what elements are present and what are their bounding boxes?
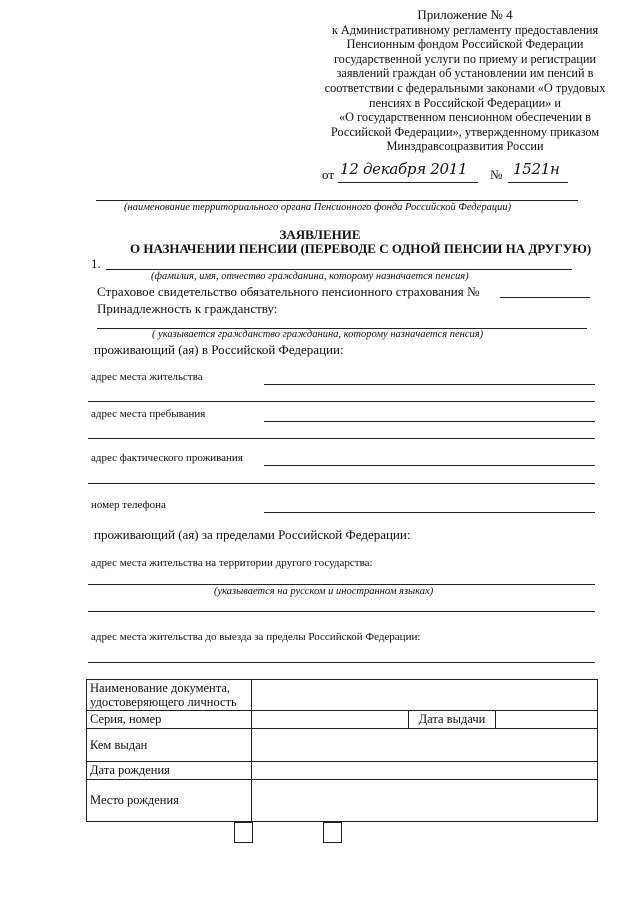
form-subtitle: О НАЗНАЧЕНИИ ПЕНСИИ (ПЕРЕВОДЕ С ОДНОЙ ПЕНСИИ НА ДРУГУЮ) — [130, 241, 592, 256]
form-title: ЗАЯВЛЕНИЕ — [279, 227, 361, 242]
actual-address-field-2[interactable] — [88, 483, 595, 484]
citizenship-caption: ( указывается гражданство гражданина, которому назначается пенсия) — [152, 329, 484, 340]
foreign-address-label: адрес места жительства на территории другого государства: — [91, 557, 373, 569]
birth-place-label-cell — [87, 780, 252, 822]
stay-label: адрес места пребывания — [91, 408, 206, 420]
header-line: Минздравсоцразвития России — [386, 139, 544, 154]
doc-name-label-2: удостоверяющего личность — [90, 695, 237, 709]
header-line: Пенсионным фондом Российской Федерации — [346, 37, 584, 52]
issue-date-value[interactable] — [496, 711, 598, 729]
actual-address-field[interactable] — [264, 465, 595, 466]
stay-field[interactable] — [264, 421, 595, 422]
living-abroad-heading: проживающий (ая) за пределами Российской Федерации: — [94, 527, 411, 542]
stay-field-2[interactable] — [88, 438, 595, 439]
identity-document-table — [86, 679, 598, 822]
residence-field-2[interactable] — [88, 401, 595, 402]
number-underline — [508, 182, 568, 183]
birth-date-label: Дата рождения — [90, 763, 170, 777]
fio-field[interactable] — [106, 269, 572, 270]
issued-by-value[interactable] — [252, 729, 598, 762]
date-prefix: от — [322, 167, 335, 182]
citizenship-label: Принадлежность к гражданству: — [97, 301, 278, 316]
issued-by-label-cell — [87, 729, 252, 762]
header-line: соответствии с федеральными законами «О трудовых — [324, 80, 606, 95]
issue-date-label-cell — [409, 711, 496, 729]
languages-caption: (указывается на русском и иностранном языках) — [214, 586, 434, 597]
foreign-address-field-2[interactable] — [88, 611, 595, 612]
snils-field[interactable] — [500, 297, 590, 298]
header-line: Российской Федерации», утвержденному приказом — [330, 124, 600, 139]
phone-label: номер телефона — [91, 499, 166, 511]
handwritten-number: 1521н — [513, 160, 560, 178]
birth-date-label-cell — [87, 762, 252, 780]
doc-name-label-cell — [87, 680, 252, 711]
birth-date-value[interactable] — [252, 762, 598, 780]
organ-caption: (наименование территориального органа Пенсионного фонда Российской Федерации) — [124, 202, 512, 213]
actual-address-label: адрес фактического проживания — [91, 452, 243, 464]
checkbox-left[interactable] — [234, 822, 253, 843]
issued-by-label: Кем выдан — [90, 737, 148, 752]
item-number: 1. — [91, 256, 101, 271]
header-line: заявлений граждан об установлении им пенсий в — [336, 66, 594, 81]
header-line: государственной услуги по приему и регистрации — [333, 51, 597, 66]
date-underline — [338, 182, 478, 183]
doc-name-value[interactable] — [252, 680, 598, 711]
number-sign: № — [490, 167, 503, 182]
pre-departure-label: адрес места жительства до выезда за пределы Российской Федерации: — [91, 631, 421, 643]
pre-departure-field[interactable] — [88, 662, 595, 663]
snils-label: Страховое свидетельство обязательного пенсионного страхования № — [97, 284, 480, 299]
handwritten-date: 12 декабря 2011 — [340, 160, 468, 178]
organ-line — [96, 200, 578, 201]
birth-place-label: Место рождения — [90, 793, 179, 807]
header-line: пенсиях в Российской Федерации» и — [369, 95, 561, 110]
series-label: Серия, номер — [90, 712, 162, 726]
fio-caption: (фамилия, имя, отчество гражданина, которому назначается пенсия) — [151, 271, 469, 282]
living-rf-heading: проживающий (ая) в Российской Федерации: — [94, 342, 344, 357]
appendix-title: Приложение № 4 — [417, 7, 513, 22]
residence-label: адрес места жительства — [91, 371, 203, 383]
checkbox-right[interactable] — [323, 822, 342, 843]
foreign-address-field[interactable] — [88, 584, 595, 585]
phone-field[interactable] — [264, 512, 595, 513]
birth-place-value[interactable] — [252, 780, 598, 822]
doc-name-label-1: Наименование документа, — [90, 681, 231, 695]
series-label-cell — [87, 711, 252, 729]
appendix-header — [300, 8, 630, 154]
residence-field[interactable] — [264, 384, 595, 385]
issue-date-label: Дата выдачи — [418, 712, 486, 726]
header-line: к Административному регламенту предоставления — [331, 22, 599, 37]
series-value[interactable] — [252, 711, 409, 729]
header-line: «О государственном пенсионном обеспечении в — [339, 110, 591, 125]
